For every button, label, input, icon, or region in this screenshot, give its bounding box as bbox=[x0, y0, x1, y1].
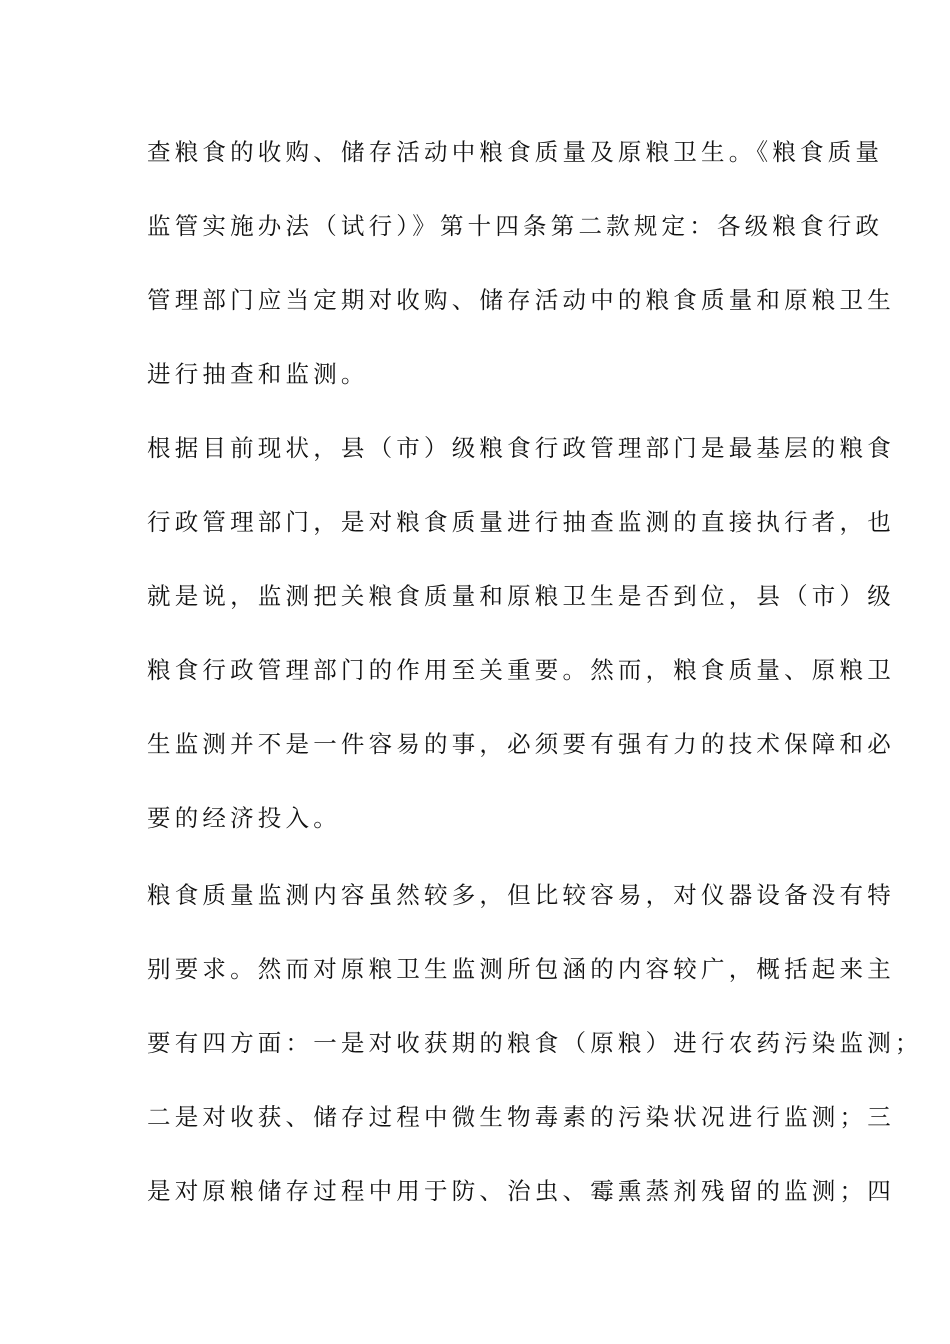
text-line: 别要求。然而对原粮卫生监测所包涵的内容较广，概括起来主 bbox=[147, 955, 895, 983]
text-line: 粮食质量监测内容虽然较多，但比较容易，对仪器设备没有特 bbox=[147, 881, 895, 909]
text-line: 粮食行政管理部门的作用至关重要。然而，粮食质量、原粮卫 bbox=[147, 656, 895, 684]
text-line: 进行抽查和监测。 bbox=[147, 360, 369, 388]
text-line: 二是对收获、储存过程中微生物毒素的污染状况进行监测；三 bbox=[147, 1103, 895, 1131]
text-line: 是对原粮储存过程中用于防、治虫、霉熏蒸剂残留的监测；四 bbox=[147, 1177, 895, 1205]
text-line: 行政管理部门，是对粮食质量进行抽查监测的直接执行者，也 bbox=[147, 508, 895, 536]
text-line: 根据目前现状，县（市）级粮食行政管理部门是最基层的粮食 bbox=[147, 434, 895, 462]
text-line: 生监测并不是一件容易的事，必须要有强有力的技术保障和必 bbox=[147, 730, 895, 758]
text-line: 要的经济投入。 bbox=[147, 804, 341, 832]
text-line: 就是说，监测把关粮食质量和原粮卫生是否到位，县（市）级 bbox=[147, 582, 895, 610]
text-line: 查粮食的收购、储存活动中粮食质量及原粮卫生。《粮食质量 bbox=[147, 138, 884, 166]
text-line: 要有四方面：一是对收获期的粮食（原粮）进行农药污染监测； bbox=[147, 1029, 923, 1057]
text-line: 管理部门应当定期对收购、储存活动中的粮食质量和原粮卫生 bbox=[147, 286, 895, 314]
text-line: 监管实施办法（试行）》第十四条第二款规定：各级粮食行政 bbox=[147, 212, 884, 240]
